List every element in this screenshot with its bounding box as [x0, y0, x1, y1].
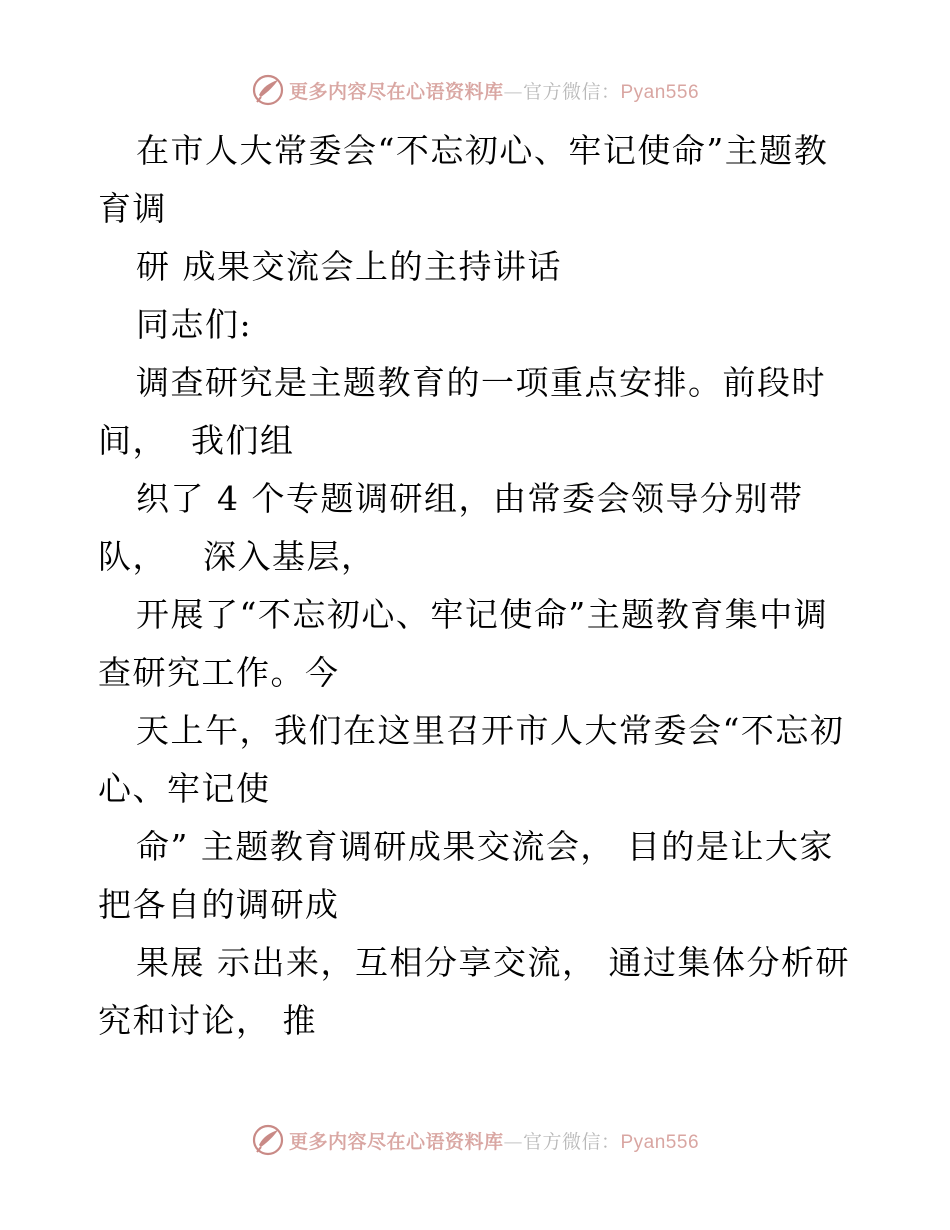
text-line: 队， 深入基层，: [98, 537, 376, 576]
watermark-wechat-label: 官方微信：: [522, 1130, 621, 1153]
text-line: 调查研究是主题教育的一项重点安排。前段时: [136, 363, 826, 402]
text-line: 间， 我们组: [98, 421, 295, 460]
text-line: 究和讨论， 推: [98, 1001, 317, 1040]
watermark-wechat-id: Pyan556: [620, 81, 700, 103]
text-line: 心、牢记使: [98, 769, 271, 808]
text-line: 研 成果交流会上的主持讲话: [136, 247, 562, 286]
watermark-wechat-label: 官方微信：: [522, 80, 621, 103]
watermark-separator: —: [503, 80, 523, 103]
watermark-text: [289, 1127, 699, 1154]
text-line: 同志们:: [136, 305, 253, 344]
watermark-wechat-id: Pyan556: [620, 1131, 700, 1153]
quill-logo-icon: [251, 73, 285, 107]
watermark-brand: 更多内容尽在心语资料库: [288, 1130, 504, 1153]
text-line: 果展 示出来，互相分享交流， 通过集体分析研: [136, 943, 850, 982]
document-body: [98, 122, 868, 1050]
text-line: 天上午，我们在这里召开市人大常委会“不忘初: [136, 711, 845, 750]
quill-logo-icon: [251, 1123, 285, 1157]
footer-watermark: [0, 1120, 950, 1160]
text-line: 育调: [98, 189, 167, 228]
watermark-brand: 更多内容尽在心语资料库: [288, 80, 504, 103]
text-line: 命” 主题教育调研成果交流会， 目的是让大家: [136, 827, 834, 866]
text-line: 在市人大常委会“不忘初心、牢记使命”主题教: [136, 131, 829, 170]
header-watermark: [0, 70, 950, 110]
text-line: 织了 4 个专题调研组，由常委会领导分别带: [136, 479, 804, 518]
watermark-text: [289, 77, 699, 104]
text-line: 开展了“不忘初心、牢记使命”主题教育集中调: [136, 595, 829, 634]
text-line: 查研究工作。今: [98, 653, 340, 692]
text-line: 把各自的调研成: [98, 885, 340, 924]
watermark-separator: —: [503, 1130, 523, 1153]
